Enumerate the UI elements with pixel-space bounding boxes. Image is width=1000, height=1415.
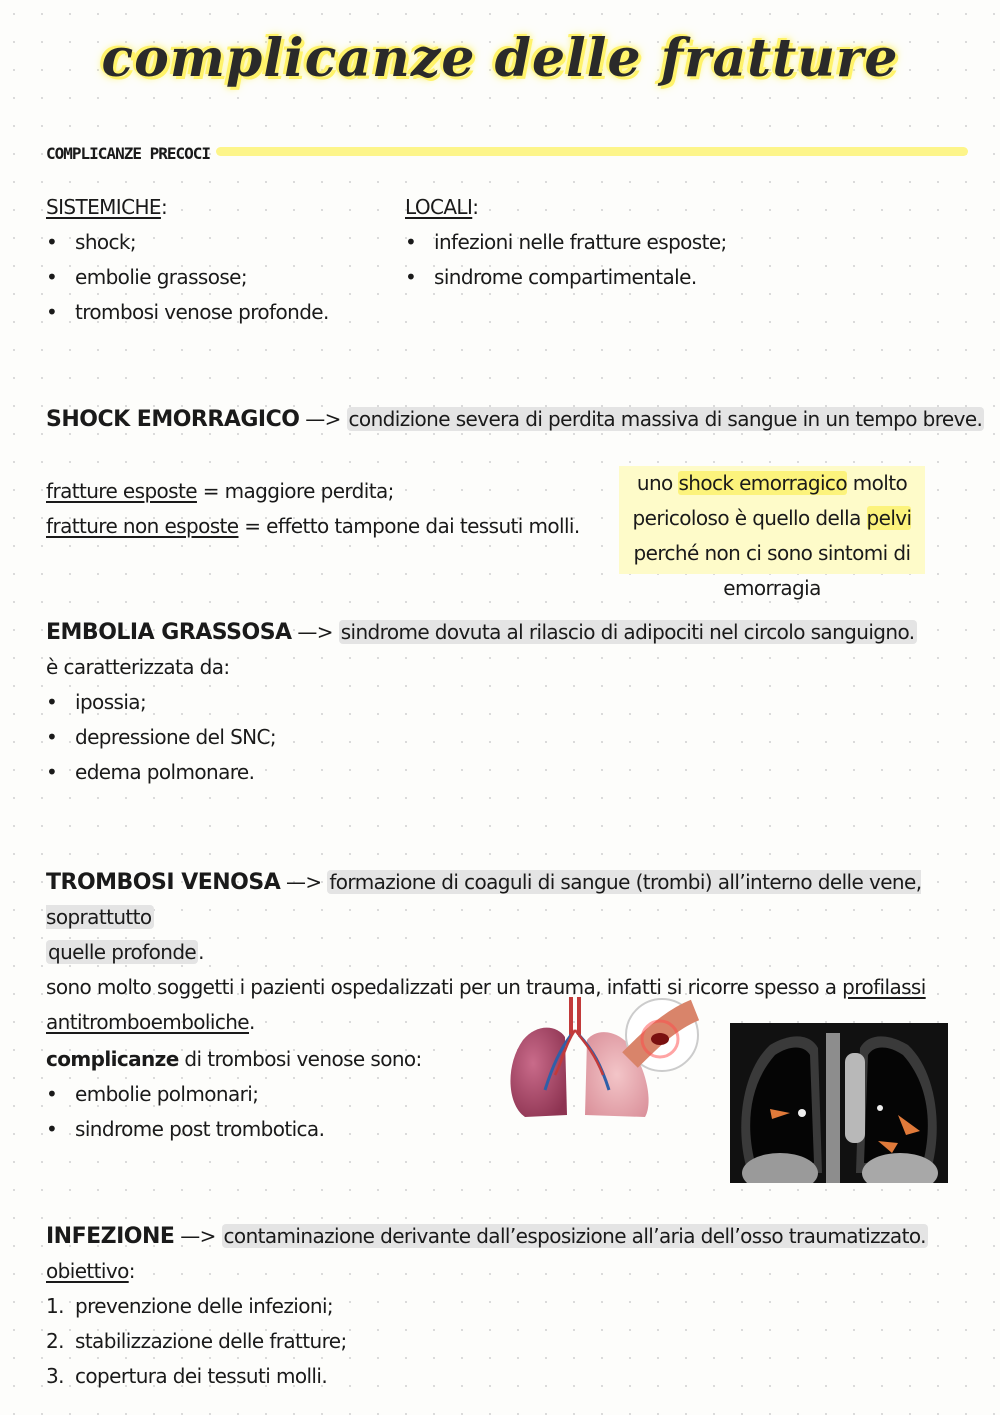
term-closed-fractures: fratture non esposte [46, 514, 239, 538]
objective-list [46, 1289, 928, 1394]
complicanze-list [46, 1077, 422, 1147]
complicanze-text: di trombosi venose sono: [178, 1047, 422, 1071]
period: . [249, 1010, 255, 1034]
complicanze-bold: complicanze [46, 1047, 179, 1071]
highlight-bar [216, 147, 968, 156]
embolia-intro: è caratterizzata da: [46, 655, 230, 679]
trombosi-text: sono molto soggetti i pazienti ospedalizzati per un trauma, infatti si ricorre spesso a [46, 975, 843, 999]
shock-details [46, 474, 580, 544]
shock-heading-line [46, 402, 984, 437]
objective-colon: : [128, 1259, 135, 1283]
systemic-list [46, 225, 329, 330]
infezione-definition: contaminazione derivante dall’esposizione all’aria dell’osso traumatizzato. [223, 1224, 926, 1248]
infezione-heading: INFEZIONE [46, 1224, 175, 1249]
list-text: stabilizzazione delle fratture; [75, 1329, 347, 1353]
list-number: 2. [46, 1329, 64, 1353]
note-text: uno [636, 471, 679, 495]
arrow-icon: —> [286, 870, 322, 894]
note-highlight: shock emorragico [678, 471, 847, 495]
list-item: • depressione del SNC; [46, 720, 917, 755]
note-text: perché non ci sono sintomi di emorragia [633, 541, 911, 600]
arrow-icon: —> [305, 407, 341, 431]
shock-definition: condizione severa di perdita massiva di sangue in un tempo breve. [348, 407, 983, 431]
infezione-block [46, 1219, 928, 1394]
list-number: 1. [46, 1294, 64, 1318]
ct-scan-image [730, 1023, 948, 1183]
list-text: prevenzione delle infezioni; [75, 1294, 334, 1318]
list-item [46, 1289, 928, 1324]
open-fractures-text: = maggiore perdita; [196, 479, 394, 503]
list-item: • embolie polmonari; [46, 1077, 422, 1112]
page-title: complicanze delle fratture [101, 28, 899, 89]
local-block [405, 190, 727, 295]
shock-heading: SHOCK EMORRAGICO [46, 407, 300, 432]
systemic-colon: : [160, 195, 168, 219]
list-item: • shock; [46, 225, 329, 260]
list-item: • edema polmonare. [46, 755, 917, 790]
prophylaxis-term: profilassi [842, 975, 926, 999]
list-item: • ipossia; [46, 685, 917, 720]
systemic-block [46, 190, 329, 330]
list-item: • infezioni nelle fratture esposte; [405, 225, 727, 260]
note-highlight: pelvi [866, 506, 912, 530]
trombosi-definition-cont: quelle profonde [48, 940, 197, 964]
lungs-illustration [505, 995, 700, 1120]
systemic-label: SISTEMICHE [46, 195, 161, 219]
embolia-definition: sindrome dovuta al rilascio di adipociti nel circolo sanguigno. [340, 620, 915, 644]
complicanze-block [46, 1042, 422, 1147]
local-colon: : [472, 195, 479, 219]
note-text: molto pericoloso è quello della [632, 471, 908, 530]
arrow-icon: —> [180, 1224, 216, 1248]
term-open-fractures: fratture esposte [46, 479, 197, 503]
arrow-icon: —> [297, 620, 333, 644]
list-text: copertura dei tessuti molli. [75, 1364, 328, 1388]
list-item [46, 1359, 928, 1394]
embolia-block [46, 615, 917, 790]
trombosi-heading: TROMBOSI VENOSA [46, 870, 281, 895]
period: . [198, 940, 204, 964]
list-item: • sindrome post trombotica. [46, 1112, 422, 1147]
prophylaxis-term-cont: antitromboemboliche [46, 1010, 250, 1034]
list-number: 3. [46, 1364, 64, 1388]
embolia-list [46, 685, 917, 790]
objective-label: obiettivo [46, 1259, 129, 1283]
list-item: • trombosi venose profonde. [46, 295, 329, 330]
list-item: • sindrome compartimentale. [405, 260, 727, 295]
embolia-heading: EMBOLIA GRASSOSA [46, 620, 292, 645]
list-item [46, 1324, 928, 1359]
trombosi-definition: formazione di coaguli di sangue (trombi) all’interno delle vene, soprattutto [46, 870, 922, 929]
list-item: • embolie grassose; [46, 260, 329, 295]
local-list [405, 225, 727, 295]
sticky-note [619, 466, 925, 600]
closed-fractures-text: = effetto tampone dai tessuti molli. [238, 514, 580, 538]
local-label: LOCALI [405, 195, 473, 219]
section-heading-early: COMPLICANZE PRECOCI [46, 144, 211, 163]
